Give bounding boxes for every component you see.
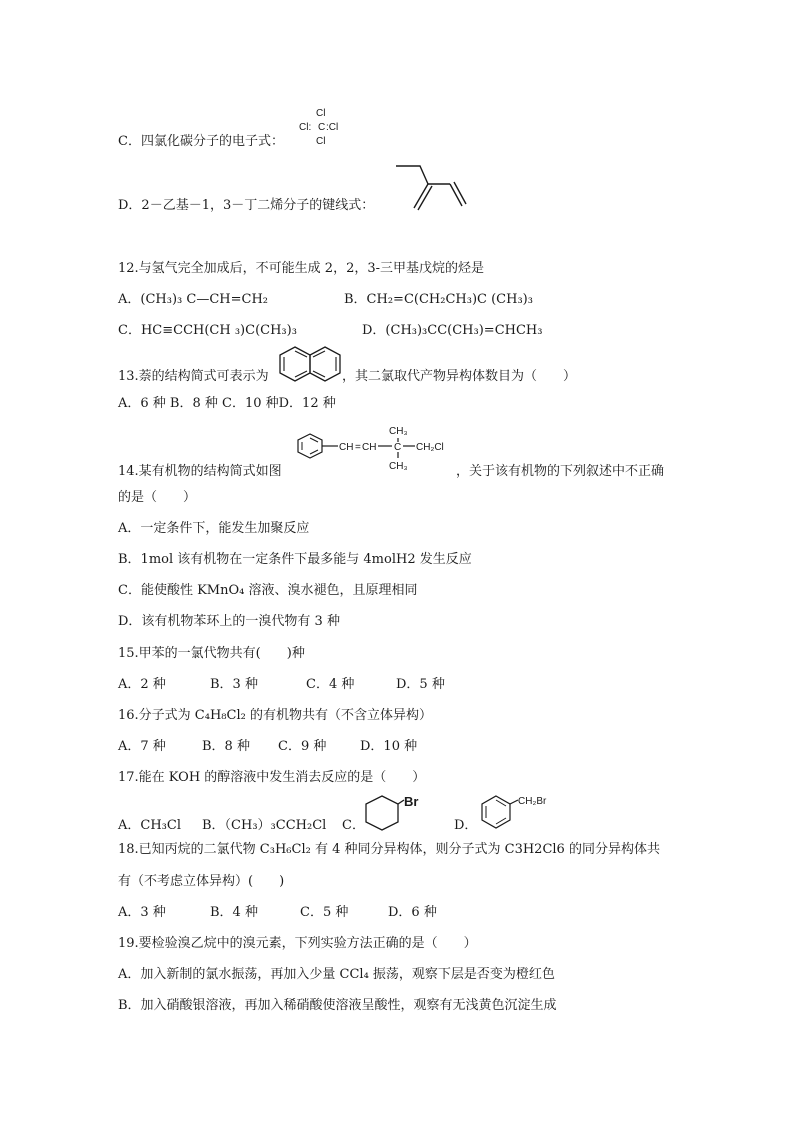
naphthalene-structure [280,345,342,385]
ccl4-cl-right: :Cl [326,122,339,133]
q14-stem-a: 14.某有机物的结构简式如图 [118,464,282,479]
svg-text:=: = [355,442,361,453]
ccl4-cl-top: Cl [316,108,326,119]
q14-option-c: C．能使酸性 KMnO₄ 溶液、溴水褪色，且原理相同 [118,583,418,598]
q15-option-d: D．5 种 [396,677,445,692]
ccl4-cl-left: Cl: [299,122,312,133]
q17-option-c: C． [342,818,365,833]
svg-text:CH₂Cl: CH₂Cl [416,442,444,453]
q19-stem: 19.要检验溴乙烷中的溴元素，下列实验方法正确的是（ ） [118,936,477,951]
q18-option-d: D．6 种 [388,905,437,920]
q12-option-b: B．CH₂=C(CH₂CH₃)C (CH₃)₃ [344,292,533,307]
svg-text:C: C [394,442,402,453]
ccl4-cl-bottom: Cl [316,136,326,147]
q15-option-c: C．4 种 [306,677,355,692]
q14-option-b: B．1mol 该有机物在一定条件下最多能与 4molH2 发生反应 [118,552,472,567]
q15-stem: 15.甲苯的一氯代物共有( )种 [118,646,305,661]
ccl4-c-center: C [318,122,326,133]
q18-stem-b: 有（不考虑立体异构）( ) [118,874,285,889]
q15-option-a: A．2 种 [118,677,166,692]
q11-option-d: D．2－乙基－1，3－丁二烯分子的键线式： [118,198,375,213]
svg-text:CH₂Br: CH₂Br [518,796,547,807]
svg-text:CH₃: CH₃ [389,461,408,472]
svg-text:CH₃: CH₃ [389,426,408,437]
q13-options: A．6 种 B．8 种 C．10 种D．12 种 [118,396,336,411]
bromocyclohexane-structure [362,792,436,838]
svg-text:Br: Br [404,794,419,809]
ccl4-electron-formula [296,106,356,150]
q19-option-a: A．加入新制的氯水振荡，再加入少量 CCl₄ 振荡，观察下层是否变为橙红色 [118,967,555,982]
q12-stem: 12.与氢气完全加成后，不可能生成 2，2，3-三甲基戊烷的烃是 [118,261,485,276]
svg-text:CH: CH [339,442,354,453]
q12-option-c: C．HC≡CCH(CH ₃)C(CH₃)₃ [118,323,297,338]
svg-text:CH: CH [362,442,377,453]
butadiene-skeletal-formula [396,162,476,212]
q18-option-b: B．4 种 [210,905,258,920]
q13-stem-a: 13.萘的结构简式可表示为 [118,369,269,384]
q14-option-d: D．该有机物苯环上的一溴代物有 3 种 [118,614,340,629]
q12-option-d: D．(CH₃)₃CC(CH₃)=CHCH₃ [362,323,543,338]
q14-structure [294,422,464,476]
q18-option-a: A．3 种 [118,905,166,920]
q14-stem-b: ，关于该有机物的下列叙述中不正确 [456,464,665,479]
q17-option-b: B．（CH₃）₃CCH₂Cl [202,818,327,833]
q17-option-d: D． [454,818,478,833]
q16-stem: 16.分子式为 C₄H₈Cl₂ 的有机物共有（不含立体异构） [118,708,432,723]
q17-stem: 17.能在 KOH 的醇溶液中发生消去反应的是（ ） [118,770,426,785]
q14-option-a: A．一定条件下，能发生加聚反应 [118,521,310,536]
q18-option-c: C．5 种 [300,905,349,920]
q15-option-b: B．3 种 [210,677,258,692]
q18-stem-a: 18.已知丙烷的二氯代物 C₃H₆Cl₂ 有 4 种同分异构体，则分子式为 C3H2Cl6 的同分异构体共 [118,842,660,857]
q12-option-a: A．(CH₃)₃ C—CH=CH₂ [118,292,268,307]
q16-option-c: C．9 种 [278,739,327,754]
q16-option-b: B．8 种 [202,739,250,754]
q19-option-b: B．加入硝酸银溶液，再加入稀硝酸使溶液呈酸性，观察有无浅黄色沉淀生成 [118,998,557,1013]
q14-stem-c: 的是（ ） [118,490,197,505]
benzyl-bromide-structure [478,792,568,832]
q11-option-c: C．四氯化碳分子的电子式： [118,134,284,149]
q13-stem-b: ，其二氯取代产物异构体数目为（ ） [342,369,577,384]
q16-option-d: D．10 种 [360,739,418,754]
q17-option-a: A．CH₃Cl [118,818,181,833]
q16-option-a: A．7 种 [118,739,166,754]
